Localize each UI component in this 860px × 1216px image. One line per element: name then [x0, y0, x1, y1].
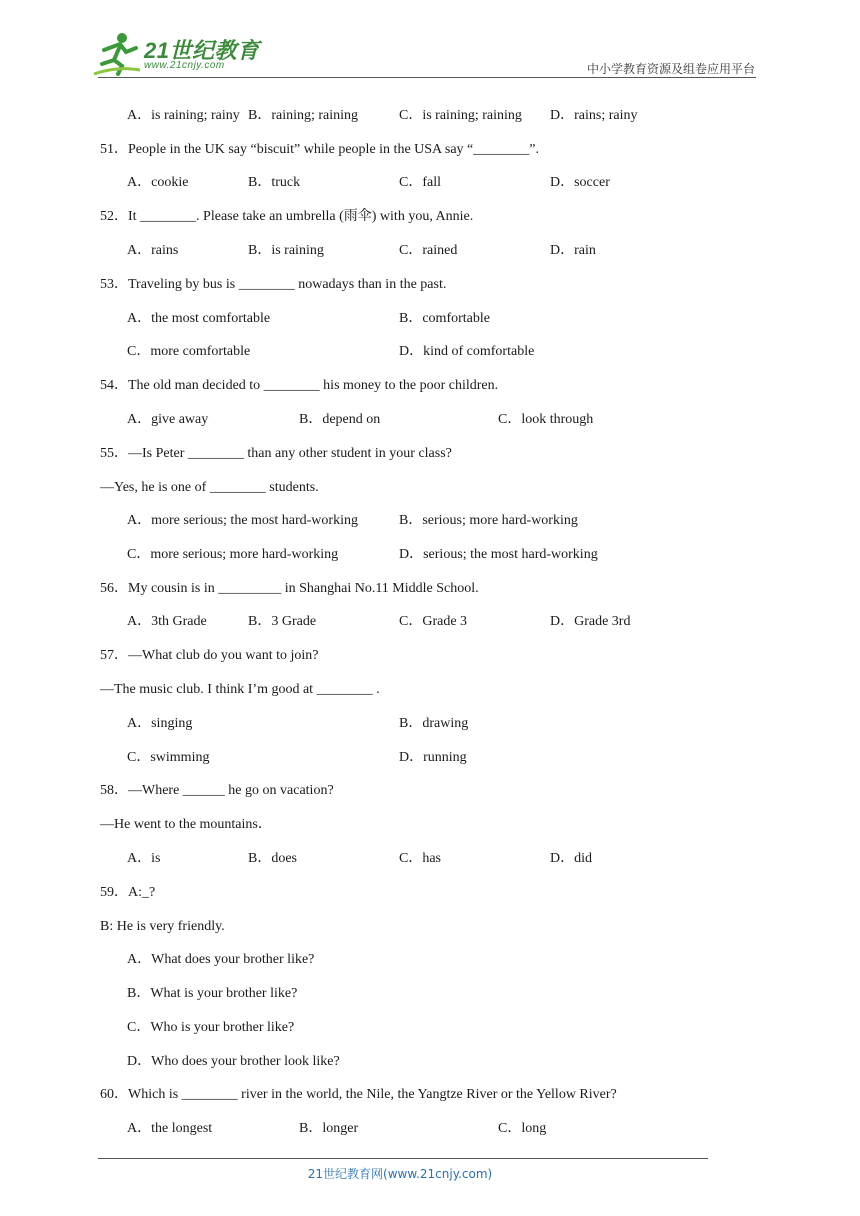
q50-option-b: B．raining; raining — [248, 108, 359, 123]
q50-option-a: A．is raining; rainy — [127, 108, 240, 123]
q51-option-c: C．fall — [399, 175, 441, 190]
q53-stem: 53．Traveling by bus is ________ nowadays than in the past. — [100, 277, 447, 292]
runner-logo-icon — [92, 30, 142, 76]
platform-title: 中小学教育资源及组卷应用平台 — [586, 62, 755, 76]
q59-option-b: B．What is your brother like? — [127, 986, 298, 1001]
q59-option-c: C．Who is your brother like? — [127, 1020, 295, 1035]
page-header — [0, 0, 860, 82]
q57-option-b: B．drawing — [399, 716, 469, 731]
q58-option-b: B．does — [248, 851, 297, 866]
q52-stem: 52．It ________. Please take an umbrella (雨伞) with you, Annie. — [100, 209, 474, 224]
q59-stem: 59．A:_? — [100, 885, 156, 900]
q55-stem: 55．—Is Peter ________ than any other student in your class? — [100, 446, 452, 461]
q57-option-d: D．running — [399, 750, 467, 765]
q52-option-a: A．rains — [127, 243, 179, 258]
q57-stem-reply: —The music club. I think I’m good at ________ . — [100, 682, 380, 697]
q57-option-a: A．singing — [127, 716, 193, 731]
footer-link[interactable]: 21世纪教育网(www.21cnjy.com) — [307, 1167, 493, 1181]
q55-option-c: C．more serious; more hard-working — [127, 547, 339, 562]
q52-option-b: B．is raining — [248, 243, 324, 258]
q54-option-c: C．look through — [498, 412, 594, 427]
q60-stem: 60．Which is ________ river in the world, the Nile, the Yangtze River or the Yellow River? — [100, 1087, 617, 1102]
header-divider — [98, 77, 756, 78]
q60-option-a: A．the longest — [127, 1121, 213, 1136]
q60-option-b: B．longer — [299, 1121, 359, 1136]
q59-stem-reply: B: He is very friendly. — [100, 919, 225, 934]
q51-option-d: D．soccer — [550, 175, 610, 190]
q54-option-b: B．depend on — [299, 412, 381, 427]
q58-stem: 58．—Where ______ he go on vacation? — [100, 783, 334, 798]
footer-divider — [98, 1158, 708, 1159]
q51-stem: 51．People in the UK say “biscuit” while people in the USA say “________”. — [100, 142, 539, 157]
page-footer — [0, 1165, 860, 1182]
q54-option-a: A．give away — [127, 412, 209, 427]
q59-option-a: A．What does your brother like? — [127, 952, 315, 967]
q57-stem: 57．—What club do you want to join? — [100, 648, 319, 663]
q55-option-d: D．serious; the most hard-working — [399, 547, 598, 562]
q52-option-d: D．rain — [550, 243, 596, 258]
q51-option-a: A．cookie — [127, 175, 189, 190]
q53-option-b: B．comfortable — [399, 311, 490, 326]
q55-stem-reply: —Yes, he is one of ________ students. — [100, 480, 319, 495]
q58-option-c: C．has — [399, 851, 441, 866]
q52-option-c: C．rained — [399, 243, 458, 258]
q58-stem-reply: —He went to the mountains． — [100, 817, 272, 832]
q56-option-c: C．Grade 3 — [399, 614, 468, 629]
q56-option-a: A．3th Grade — [127, 614, 207, 629]
q57-option-c: C．swimming — [127, 750, 210, 765]
q53-option-a: A．the most comfortable — [127, 311, 271, 326]
q53-option-d: D．kind of comfortable — [399, 344, 535, 359]
logo-text: 21世纪教育 — [144, 38, 260, 63]
q58-option-a: A．is — [127, 851, 161, 866]
q50-option-d: D．rains; rainy — [550, 108, 638, 123]
q50-option-c: C．is raining; raining — [399, 108, 522, 123]
q56-option-b: B．3 Grade — [248, 614, 317, 629]
q54-stem: 54．The old man decided to ________ his money to the poor children. — [100, 378, 499, 393]
q56-option-d: D．Grade 3rd — [550, 614, 631, 629]
q56-stem: 56．My cousin is in _________ in Shanghai No.11 Middle School. — [100, 581, 479, 596]
q51-option-b: B．truck — [248, 175, 301, 190]
q59-option-d: D．Who does your brother look like? — [127, 1054, 340, 1069]
q58-option-d: D．did — [550, 851, 592, 866]
q60-option-c: C．long — [498, 1121, 547, 1136]
q53-option-c: C．more comfortable — [127, 344, 251, 359]
site-logo[interactable] — [92, 30, 267, 78]
q55-option-a: A．more serious; the most hard-working — [127, 513, 358, 528]
logo-url: www.21cnjy.com — [144, 60, 225, 71]
q55-option-b: B．serious; more hard-working — [399, 513, 578, 528]
